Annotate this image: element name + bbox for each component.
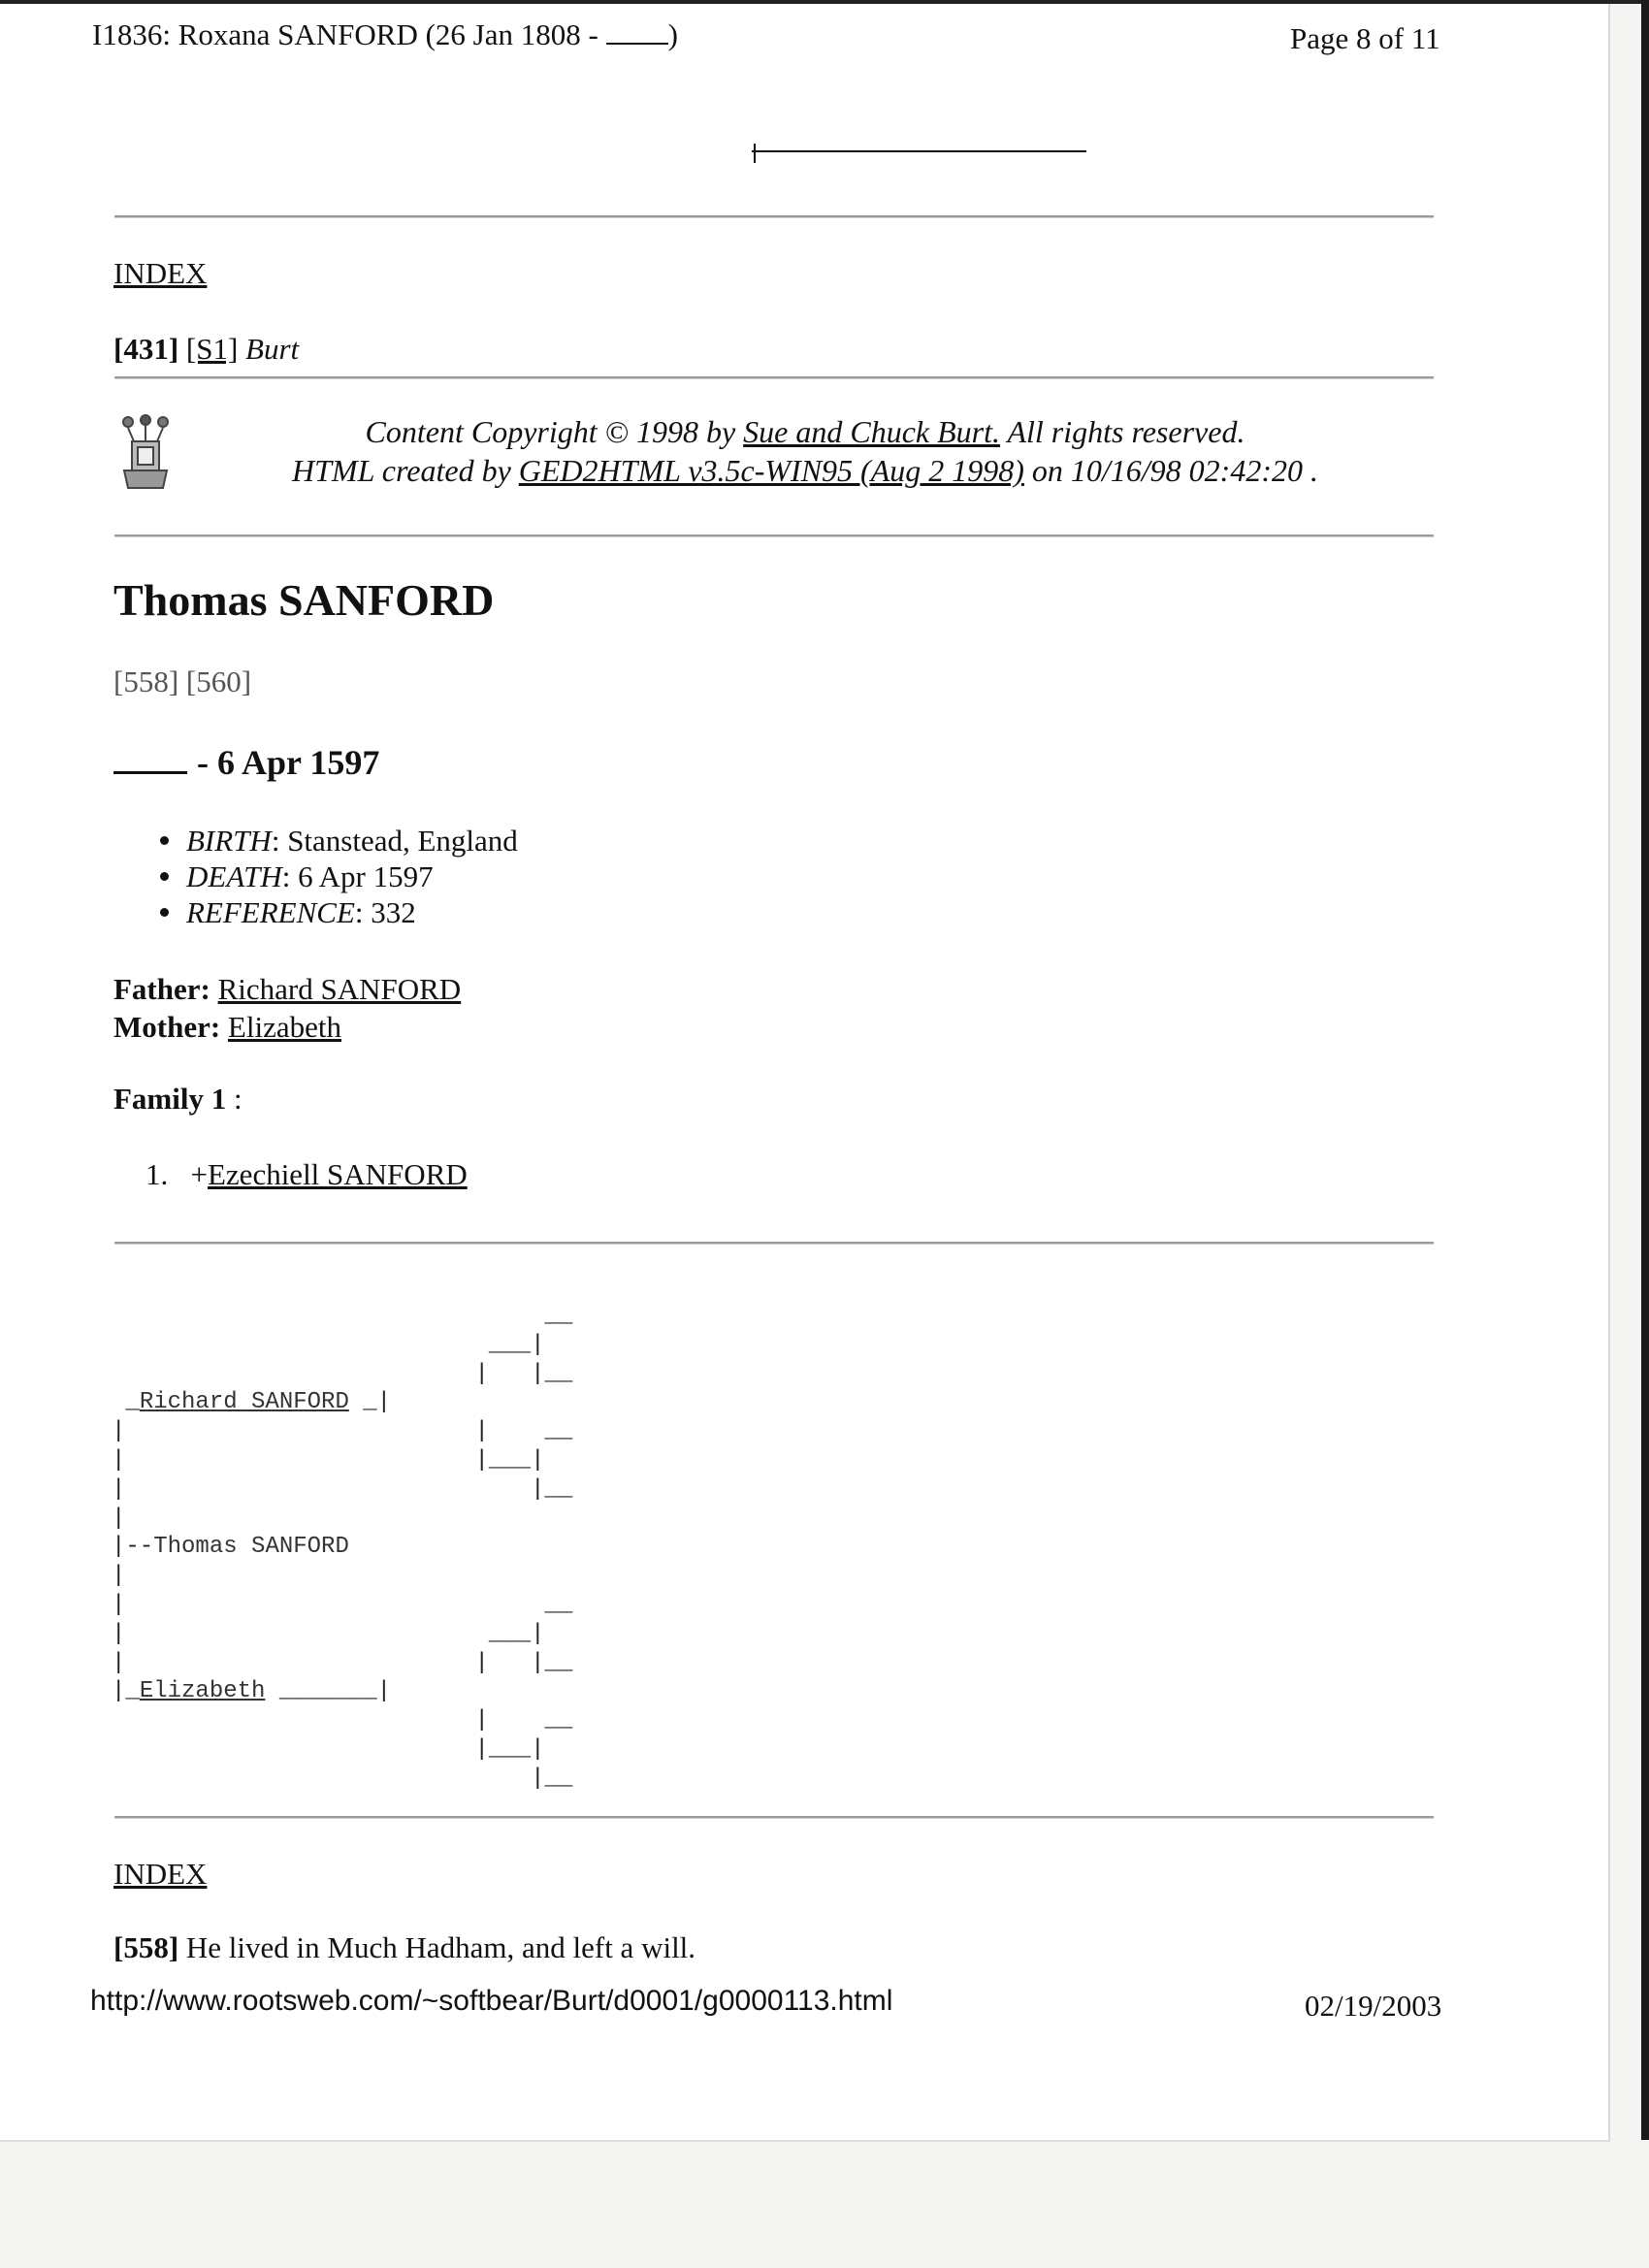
event-value: : 332 [354,895,416,929]
pedigree-chart: __ ___| | |__ _Richard SANFORD _| | | __ | |___| | |__ | |--Thomas SANFORD | | __ | ___| | | |__ |_Elizabeth _______| | __ |___| |__ [112,1303,573,1792]
copyright-line-1 [233,412,1377,451]
event-item [160,859,518,894]
person-refs: [558] [560] [113,664,252,698]
scan-edge-right [1641,0,1649,2140]
family-suffix: : [226,1082,242,1116]
parents-block [113,970,461,1046]
mother-label: Mother: [113,1010,221,1044]
note-ref: [558] [113,1930,179,1964]
horizontal-rule [114,1816,1434,1819]
event-label: DEATH [186,859,282,893]
authors-link[interactable]: Sue and Chuck Burt. [743,414,1001,449]
child-link[interactable]: Ezechiell SANFORD [207,1157,468,1191]
header-title-suffix: ) [667,17,678,51]
generator-suffix: on 10/16/98 02:42:20 . [1031,453,1318,488]
print-header-page: Page 8 of 11 [1290,21,1440,55]
source-name: Burt [245,332,300,366]
event-label: BIRTH [186,824,272,858]
pedigree-mother-link[interactable]: Elizabeth [139,1678,266,1705]
unknown-birth-blank [113,770,187,774]
event-item [160,894,518,930]
father-row [113,970,461,1008]
child-prefix: + [190,1157,208,1191]
death-date: - 6 Apr 1597 [197,743,380,782]
event-label: REFERENCE [186,895,355,929]
copyright-suffix: All rights reserved. [1007,414,1245,449]
copyright-line-2 [233,451,1377,490]
index-link-top[interactable]: INDEX [113,256,208,290]
note-text: He lived in Much Hadham, and left a will. [178,1930,696,1964]
pedigree-father-link[interactable]: Richard SANFORD [139,1389,349,1416]
father-link[interactable]: Richard SANFORD [217,972,462,1006]
bullet-icon [160,908,169,917]
family-label: Family 1 [113,1082,227,1116]
ged2html-logo-icon [114,412,177,496]
source-id-link[interactable]: [S1] [185,332,239,366]
horizontal-rule [114,215,1434,218]
print-header-title [92,17,678,52]
event-list [160,823,518,930]
horizontal-rule [114,1242,1434,1245]
child-number: 1. [146,1157,169,1191]
father-label: Father: [113,972,210,1006]
bullet-icon [160,836,169,845]
event-item [160,823,518,859]
person-lifespan [113,742,379,783]
scan-edge-top [0,0,1649,4]
header-title-prefix: I1836: Roxana SANFORD (26 Jan 1808 - [92,17,606,51]
index-link-bottom[interactable]: INDEX [113,1857,208,1891]
source-citation [113,332,299,367]
generator-link[interactable]: GED2HTML v3.5c-WIN95 (Aug 2 1998) [518,453,1024,488]
bullet-icon [160,872,169,881]
event-value: : 6 Apr 1597 [281,859,434,893]
event-value: : Stanstead, England [271,824,518,858]
family-heading [113,1082,242,1117]
copyright-prefix: Content Copyright © 1998 by [365,414,736,449]
horizontal-rule [114,376,1434,379]
mother-row [113,1008,461,1046]
print-footer-url: http://www.rootsweb.com/~softbear/Burt/d0001/g0000113.html [90,1985,893,2017]
print-footer-date: 02/19/2003 [1305,1989,1442,2023]
generator-prefix: HTML created by [292,453,511,488]
horizontal-rule [114,535,1434,537]
copyright-notice [233,412,1377,490]
person-name-heading: Thomas SANFORD [113,575,495,625]
pedigree-self: Thomas SANFORD [153,1534,349,1561]
child-list-item [146,1157,468,1192]
mother-link[interactable]: Elizabeth [227,1010,341,1044]
unknown-date-blank [606,42,668,45]
note-558 [113,1930,695,1965]
source-ref-number: [431] [113,332,179,366]
pedigree-fragment-line [752,150,1086,152]
pedigree-fragment-tick [754,144,756,163]
